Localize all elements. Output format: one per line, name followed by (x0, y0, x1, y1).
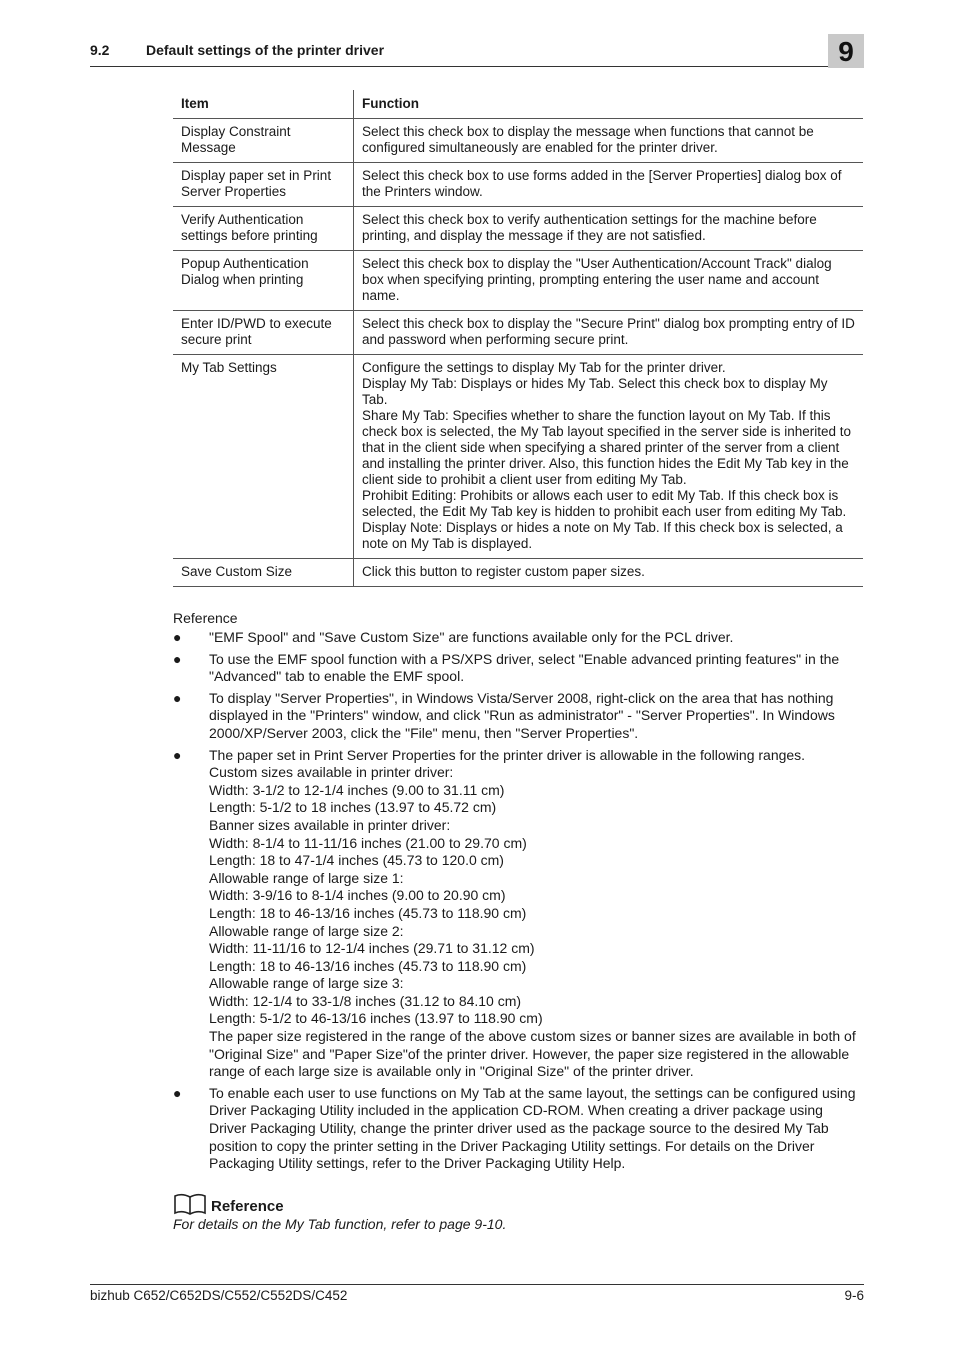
table-row (173, 355, 863, 559)
bullet-text: To use the EMF spool function with a PS/XPS driver, select "Enable advanced printing features" in the "Advanced" tab to enable the EMF spool. (209, 650, 840, 685)
range-line: Width: 11-11/16 to 12-1/4 inches (29.71 to 31.12 cm) (209, 940, 535, 957)
range-line: Allowable range of large size 2: (209, 922, 404, 939)
range-line: Width: 3-9/16 to 8-1/4 inches (9.00 to 20.90 cm) (209, 887, 506, 904)
bullet-icon: ● (173, 689, 182, 706)
range-line: Length: 18 to 47-1/4 inches (45.73 to 120.0 cm) (209, 852, 504, 869)
range-line: Width: 3-1/2 to 12-1/4 inches (9.00 to 31.11 cm) (209, 781, 505, 798)
range-line: Length: 5-1/2 to 18 inches (13.97 to 45.72 cm) (209, 799, 497, 816)
reference-title: Reference (211, 1198, 284, 1215)
reference-heading (173, 1193, 284, 1215)
page-footer (90, 1284, 864, 1307)
function-cell: Select this check box to display the message when functions that cannot be configured simultaneously are enabled for the printer driver. (354, 119, 864, 163)
function-cell: Select this check box to verify authentication settings for the machine before printing, and display the message if they are not satisfied. (354, 207, 864, 251)
range-line: Length: 18 to 46-13/16 inches (45.73 to 118.90 cm) (209, 904, 527, 921)
model-name: bizhub C652/C652DS/C552/C552DS/C452 (90, 1288, 348, 1303)
range-line: Width: 12-1/4 to 33-1/8 inches (31.12 to 84.10 cm) (209, 992, 522, 1009)
item-cell: Enter ID/PWD to execute secure print (173, 311, 354, 355)
range-line: Width: 8-1/4 to 11-11/16 inches (21.00 to 29.70 cm) (209, 834, 527, 851)
bullet-text: The paper set in Print Server Properties for the printer driver is allowable in the following ranges. (209, 746, 806, 763)
function-cell: Select this check box to display the "User Authentication/Account Track" dialog box when specifying printing, prompting entering the user name and account name. (354, 251, 864, 311)
range-line: Length: 18 to 46-13/16 inches (45.73 to 118.90 cm) (209, 957, 527, 974)
table-row (173, 163, 863, 207)
settings-table (173, 90, 863, 587)
table-row (173, 559, 863, 587)
bullet-text: "EMF Spool" and "Save Custom Size" are functions available only for the PCL driver. (209, 629, 734, 645)
item-cell: My Tab Settings (173, 355, 354, 559)
table-row (173, 207, 863, 251)
column-header-item: Item (173, 90, 354, 119)
range-line: Length: 5-1/2 to 46-13/16 inches (13.97 to 118.90 cm) (209, 1010, 543, 1027)
function-cell: Click this button to register custom paper sizes. (354, 559, 864, 587)
function-line: Configure the settings to display My Tab for the printer driver. (362, 360, 726, 375)
bullet-icon: ● (173, 650, 182, 667)
item-cell: Display Constraint Message (173, 119, 354, 163)
reference-list (173, 629, 863, 1177)
range-line: Custom sizes available in printer driver: (209, 764, 454, 781)
range-line: Allowable range of large size 3: (209, 975, 404, 992)
section-number: 9.2 (90, 42, 110, 58)
reference-note: For details on the My Tab function, refer to page 9-10. (173, 1216, 507, 1232)
range-line: Allowable range of large size 1: (209, 869, 404, 886)
item-cell: Save Custom Size (173, 559, 354, 587)
table-header-row (173, 90, 863, 119)
table-row (173, 119, 863, 163)
bullet-text: To display "Server Properties", in Windows Vista/Server 2008, right-click on the area that has nothing displayed in the "Printers" window, and click "Run as administrator" - "Server Properties". In Windows 2000/XP/Server 2003, click the "File" menu, then "Server Properties". (209, 689, 835, 741)
function-line: Display Note: Displays or hides a note on My Tab. If this check box is selected, a note on My Tab is displayed. (362, 520, 843, 551)
chapter-badge: 9 (828, 34, 864, 68)
bullet-icon: ● (173, 746, 182, 763)
range-line: Banner sizes available in printer driver: (209, 816, 451, 833)
list-item (173, 1085, 863, 1173)
list-item (173, 690, 863, 743)
item-cell: Display paper set in Print Server Properties (173, 163, 354, 207)
function-line: Share My Tab: Specifies whether to share the function layout on My Tab. If this check box is selected, the My Tab layout specified in the server side is inherited to that in the client side when specifying a shared printer of the server from a client and installing the printer driver. Also, this function hides the Edit My Tab key in the client side to prohibit a client user from editing My Tab. (362, 408, 852, 487)
bullet-icon: ● (173, 629, 182, 645)
function-cell: Select this check box to display the "Secure Print" dialog box prompting entry of ID and password when performing secure print. (354, 311, 864, 355)
bullet-icon: ● (173, 1084, 182, 1101)
reference-label: Reference (173, 610, 238, 626)
function-cell (354, 355, 864, 559)
column-header-function: Function (354, 90, 864, 119)
book-icon (173, 1193, 207, 1215)
function-line: Display My Tab: Displays or hides My Tab. Select this check box to display My Tab. (362, 376, 828, 407)
range-line: The paper size registered in the range of the above custom sizes or banner sizes are available in both of "Original Size" and "Paper Size"of the printer driver. However, the paper size registered in the allowable range of each large size is available only in "Original Size" of the printer driver. (209, 1028, 856, 1080)
function-line: Prohibit Editing: Prohibits or allows each user to edit My Tab. If this check box is selected, the Edit My Tab key is hidden to prohibit each user from editing My Tab. (362, 488, 847, 519)
page-number: 9-6 (844, 1288, 864, 1303)
section-title: Default settings of the printer driver (146, 42, 385, 58)
item-cell: Verify Authentication settings before printing (173, 207, 354, 251)
table-row (173, 251, 863, 311)
bullet-text: To enable each user to use functions on My Tab at the same layout, the settings can be configured using Driver Packaging Utility included in the application CD-ROM. When creating a driver package using Driver Packaging Utility, change the printer driver used as the package source to the desired My Tab position to copy the printer setting in the Driver Packaging Utility settings. For details on the Driver Packaging Utility settings, refer to the Driver Packaging Utility Help. (209, 1084, 856, 1172)
table-row (173, 311, 863, 355)
list-item (173, 629, 863, 647)
function-cell: Select this check box to use forms added in the [Server Properties] dialog box of the Printers window. (354, 163, 864, 207)
page-header (90, 40, 864, 67)
list-item (173, 651, 863, 686)
list-item (173, 747, 863, 1081)
item-cell: Popup Authentication Dialog when printing (173, 251, 354, 311)
